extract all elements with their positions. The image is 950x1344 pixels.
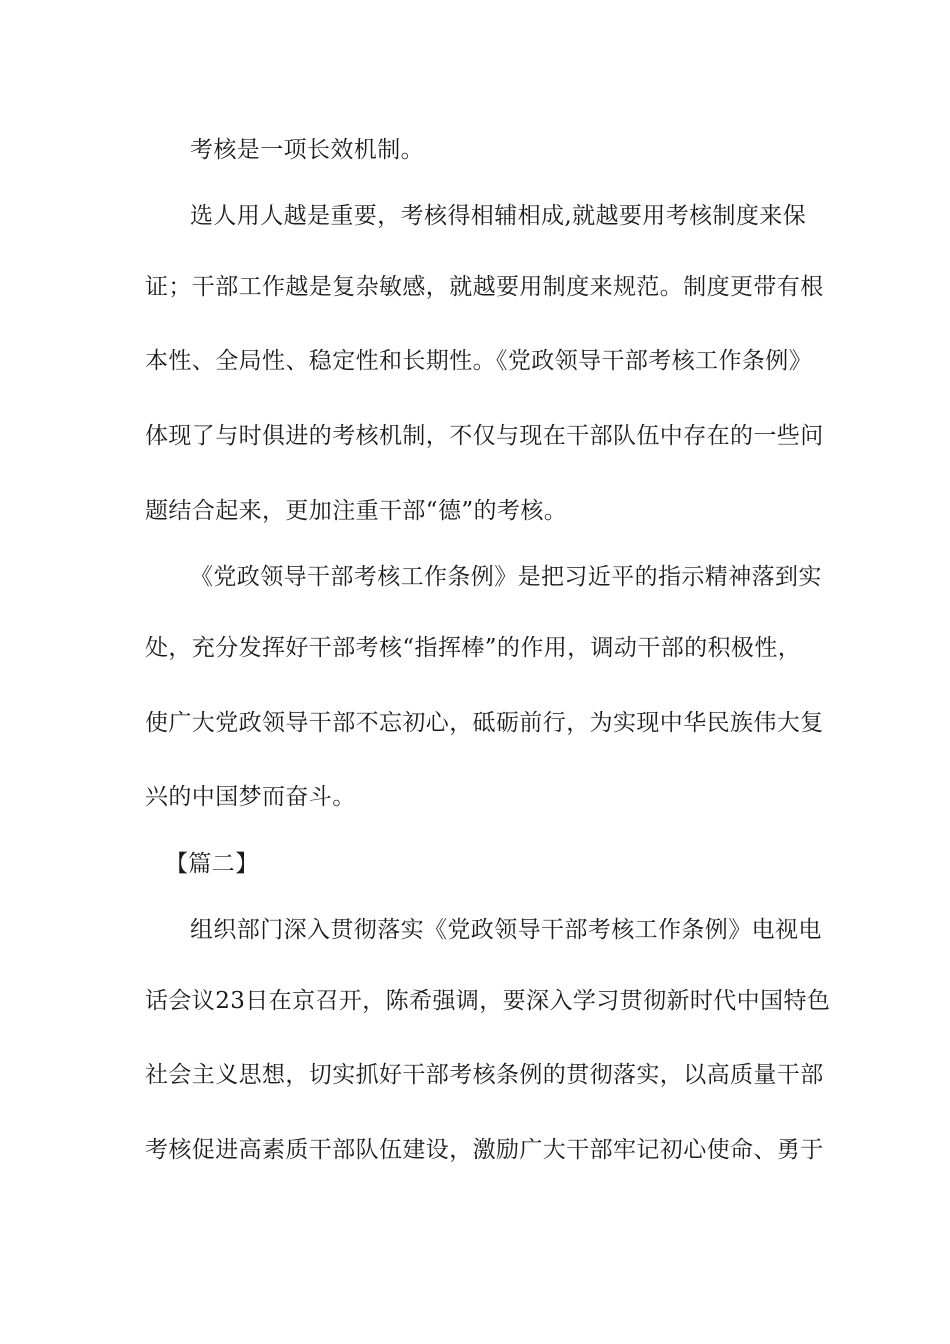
paragraph-line: 兴的中国梦而奋斗。: [145, 784, 356, 810]
paragraph-line: 本性、全局性、稳定性和长期性。《党政领导干部考核工作条例》: [145, 348, 813, 374]
paragraph-line: 选人用人越是重要，考核得相辅相成,就越要用考核制度来保: [190, 203, 807, 229]
paragraph-line: 考核是一项长效机制。: [190, 137, 424, 163]
paragraph-line: 证；干部工作越是复杂敏感，就越要用制度来规范。制度更带有根: [145, 274, 824, 300]
paragraph-line: 处，充分发挥好干部考核“指挥棒”的作用，调动干部的积极性，: [145, 635, 802, 661]
section-heading: 【篇二】: [165, 851, 259, 877]
paragraph-line: 话会议23日在京召开，陈希强调，要深入学习贯彻新时代中国特色: [145, 988, 831, 1014]
paragraph-line: 《党政领导干部考核工作条例》是把习近平的指示精神落到实: [190, 564, 822, 590]
paragraph-line: 考核促进高素质干部队伍建设，激励广大干部牢记初心使命、勇于: [145, 1137, 824, 1163]
paragraph-line: 体现了与时俱进的考核机制，不仅与现在干部队伍中存在的一些问: [145, 423, 824, 449]
paragraph-line: 题结合起来，更加注重干部“德”的考核。: [145, 498, 568, 524]
paragraph-line: 社会主义思想，切实抓好干部考核条例的贯彻落实，以高质量干部: [145, 1062, 824, 1088]
paragraph-line: 使广大党政领导干部不忘初心，砥砺前行，为实现中华民族伟大复: [145, 710, 824, 736]
paragraph-line: 组织部门深入贯彻落实《党政领导干部考核工作条例》电视电: [190, 917, 822, 943]
